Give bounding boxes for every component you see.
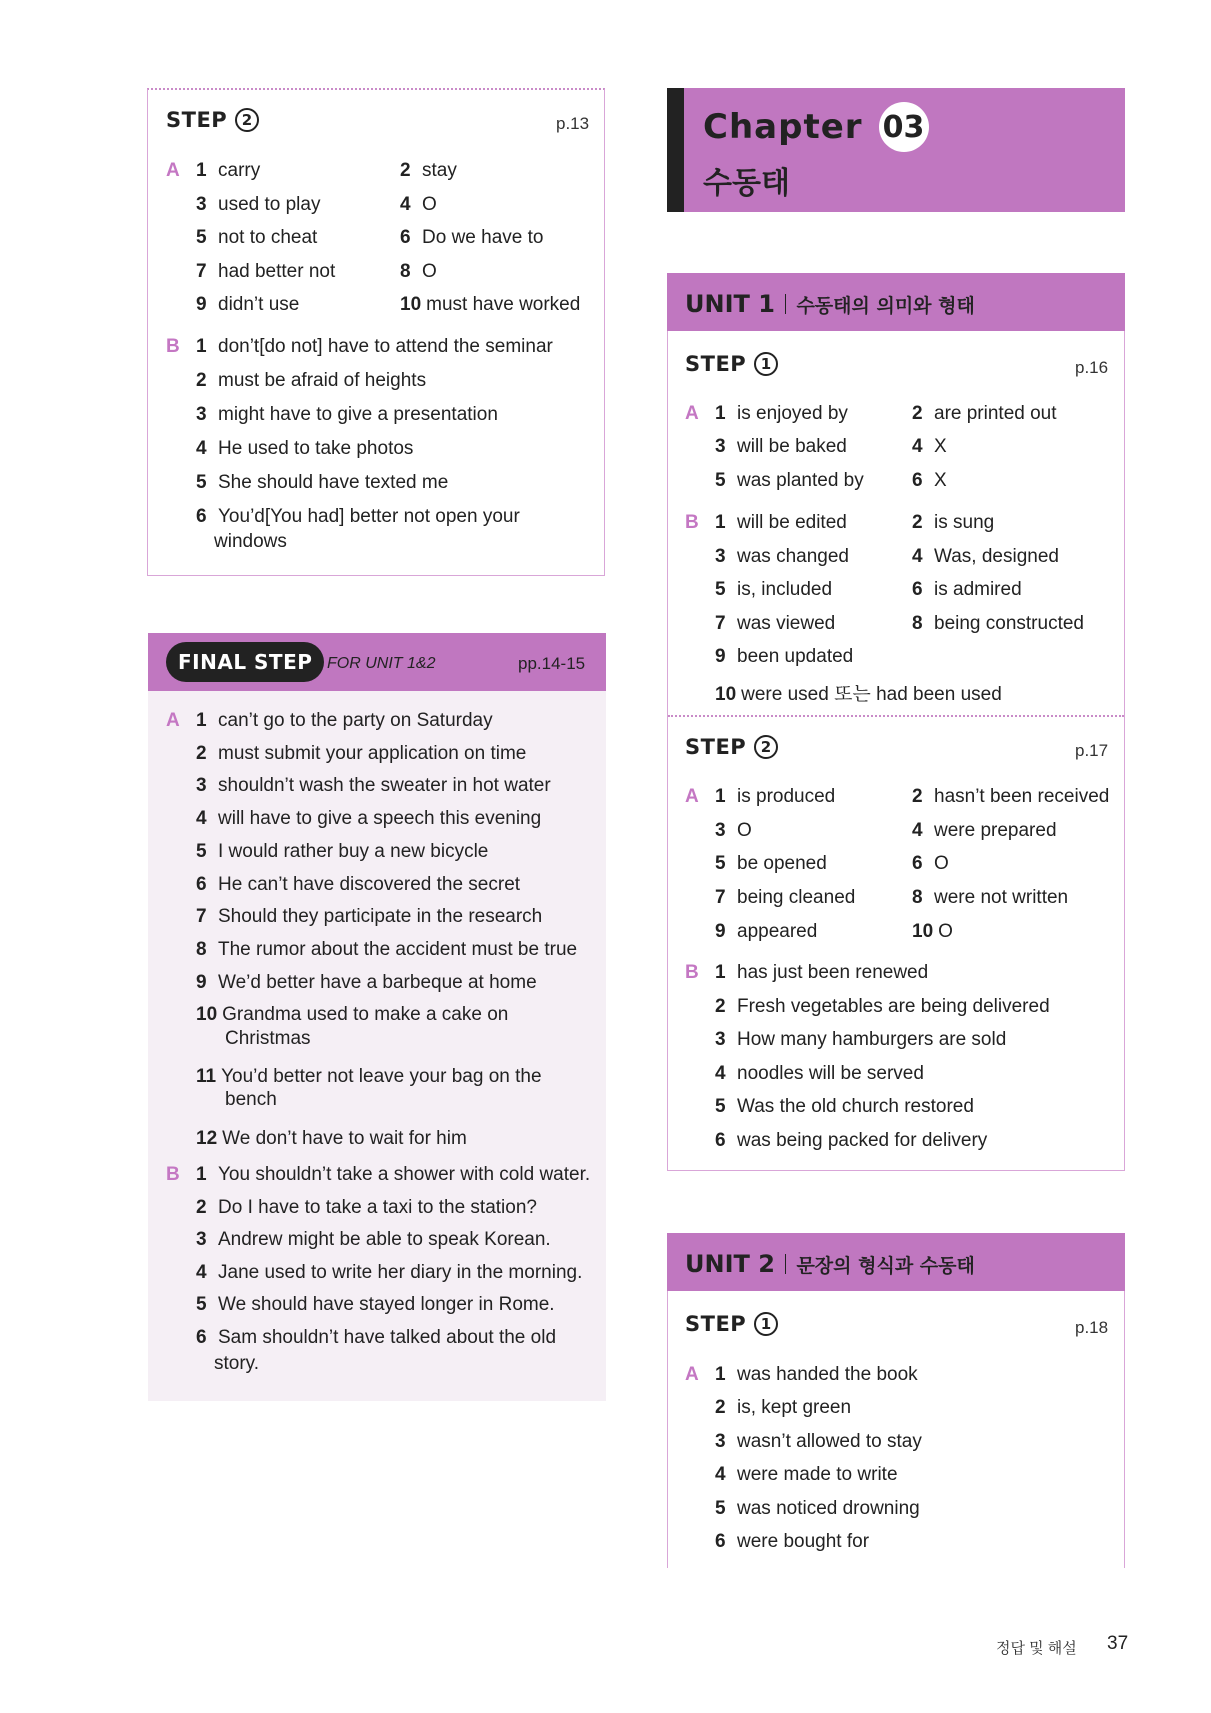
answer-row: 9 been updated — [715, 646, 854, 667]
answer-row: 8 being constructed — [912, 612, 1084, 634]
unit-topic: 수동태의 의미와 형태 — [796, 295, 975, 317]
answer-row: 8 were not written — [912, 887, 1069, 909]
unit2-step1-heading — [685, 1312, 778, 1336]
footer-section-label: 정답 및 해설 — [996, 1640, 1077, 1657]
page-ref: p.13 — [556, 114, 590, 133]
answer-row: 12 We don’t have to wait for him — [196, 1127, 467, 1149]
step-label: STEP — [685, 352, 747, 376]
answer-row: 5 was noticed drowning — [715, 1497, 920, 1519]
answer-row: 1 You shouldn’t take a shower with cold water. — [196, 1164, 591, 1185]
answer-row: 6 were bought for — [715, 1531, 870, 1552]
unit-label: UNIT 2 — [685, 1250, 775, 1278]
answer-row: 4 were made to write — [715, 1464, 898, 1486]
answer-row: 6 X — [912, 469, 947, 491]
answer-row: 9 appeared — [715, 920, 818, 942]
answer-row: 1 don’t[do not] have to attend the seminar — [196, 336, 553, 357]
step2-heading — [166, 108, 259, 132]
answer-row: 3 How many hamburgers are sold — [715, 1029, 1007, 1051]
answer-row: 10 Grandma used to make a cake on — [196, 1004, 509, 1026]
answer-row: 1 can’t go to the party on Saturday — [196, 710, 493, 731]
answer-row: 5 Was the old church restored — [715, 1096, 974, 1118]
answer-row: 2 hasn’t been received — [912, 786, 1110, 807]
unit1-step1-heading — [685, 352, 778, 376]
chapter-heading — [703, 102, 929, 152]
answer-row: 5 is, included — [715, 579, 833, 600]
answer-row: 5 We should have stayed longer in Rome. — [196, 1294, 555, 1315]
label-a: A — [685, 403, 699, 424]
answer-row: 7 had better not — [196, 260, 336, 282]
label-b: B — [685, 962, 699, 983]
answer-row: 5 I would rather buy a new bicycle — [196, 840, 489, 862]
answer-row: 2 Do I have to take a taxi to the station? — [196, 1196, 537, 1218]
unit-label: UNIT 1 — [685, 290, 775, 318]
answer-row: 4 He used to take photos — [196, 438, 414, 459]
answer-row: 1 will be edited — [715, 512, 847, 533]
answer-row: 3 Andrew might be able to speak Korean. — [196, 1229, 551, 1250]
answer-row: 2 is sung — [912, 512, 995, 533]
answer-row: 1 is produced — [715, 786, 836, 807]
answer-row: 4 Was, designed — [912, 545, 1059, 567]
answer-row: 6 You’d[You had] better not open your — [196, 506, 520, 527]
answer-row: 7 Should they participate in the research — [196, 906, 543, 928]
step-label: STEP — [166, 108, 228, 132]
step-label: STEP — [685, 735, 747, 759]
answer-row: 2 is, kept green — [715, 1397, 852, 1419]
answer-row: 6 is admired — [912, 579, 1022, 600]
answer-row: 6 O — [912, 853, 949, 875]
answer-row: 6 He can’t have discovered the secret — [196, 873, 521, 895]
answer-continuation: story. — [214, 1353, 260, 1374]
answer-row: 5 was planted by — [715, 469, 864, 491]
answer-row: 1 is enjoyed by — [715, 403, 848, 424]
final-step-badge: FINAL STEP — [166, 642, 324, 682]
answer-row: 5 She should have texted me — [196, 472, 449, 493]
label-b: B — [166, 1164, 180, 1185]
step-number: 1 — [754, 352, 778, 376]
answer-row: 4 X — [912, 436, 947, 458]
answer-continuation: windows — [214, 531, 287, 552]
answer-row: 6 Sam shouldn’t have talked about the old — [196, 1326, 557, 1348]
answer-row: 4 noodles will be served — [715, 1062, 924, 1084]
page-ref: p.16 — [1075, 358, 1109, 377]
step-number: 2 — [754, 735, 778, 759]
answer-row: 6 was being packed for delivery — [715, 1130, 988, 1151]
answer-row: 4 O — [400, 193, 437, 215]
answer-row: 8 The rumor about the accident must be true — [196, 938, 578, 960]
answer-row: 4 were prepared — [912, 819, 1057, 841]
unit2-title — [685, 1250, 975, 1278]
answer-row: 3 will be baked — [715, 436, 847, 458]
chapter-title: 수동태 — [703, 166, 790, 201]
answer-row: 10 were used 또는 had been used — [715, 684, 1002, 705]
answer-row: 7 was viewed — [715, 612, 836, 634]
answer-row: 3 shouldn’t wash the sweater in hot water — [196, 775, 551, 797]
answer-row: 4 Jane used to write her diary in the morning. — [196, 1261, 583, 1283]
answer-continuation: Christmas — [225, 1028, 311, 1049]
answer-row: 2 are printed out — [912, 403, 1057, 424]
answer-row: 11 You’d better not leave your bag on the — [196, 1066, 542, 1087]
answer-row: 9 didn’t use — [196, 294, 300, 315]
dotted-divider — [668, 715, 1124, 717]
step-number: 1 — [754, 1312, 778, 1336]
label-a: A — [166, 710, 180, 731]
answer-row: 3 wasn’t allowed to stay — [715, 1430, 922, 1452]
answer-continuation: bench — [225, 1089, 277, 1110]
label-a: A — [166, 160, 180, 181]
answer-row: 3 used to play — [196, 193, 321, 215]
label-b: B — [685, 512, 699, 533]
page-ref: pp.14-15 — [518, 654, 586, 673]
unit-topic: 문장의 형식과 수동태 — [796, 1255, 975, 1277]
answer-row: 1 carry — [196, 160, 261, 181]
final-step-subtitle: FOR UNIT 1&2 — [327, 655, 436, 672]
chapter-bar — [667, 88, 684, 212]
answer-row: 8 O — [400, 260, 437, 282]
chapter-number: 03 — [879, 102, 929, 152]
answer-row: 10 must have worked — [400, 294, 581, 315]
chapter-word: Chapter — [703, 107, 863, 147]
answer-row: 5 be opened — [715, 853, 827, 875]
answer-row: 2 stay — [400, 160, 457, 181]
step-number: 2 — [235, 108, 259, 132]
answer-row: 3 might have to give a presentation — [196, 404, 498, 425]
answer-row: 3 was changed — [715, 545, 849, 567]
label-a: A — [685, 1364, 699, 1385]
answer-row: 5 not to cheat — [196, 227, 318, 248]
page-ref: p.17 — [1075, 741, 1109, 760]
answer-row: 2 must submit your application on time — [196, 742, 527, 764]
answer-row: 2 must be afraid of heights — [196, 370, 427, 391]
unit1-title — [685, 290, 975, 318]
unit1-step2-heading — [685, 735, 778, 759]
step-label: STEP — [685, 1312, 747, 1336]
answer-row: 1 has just been renewed — [715, 962, 929, 983]
page-ref: p.18 — [1075, 1318, 1109, 1337]
footer-page-number: 37 — [1107, 1633, 1129, 1654]
answer-row: 1 was handed the book — [715, 1364, 918, 1385]
answer-row: 3 O — [715, 819, 752, 841]
answer-row: 7 being cleaned — [715, 887, 856, 909]
answer-row: 6 Do we have to — [400, 227, 544, 248]
answer-row: 4 will have to give a speech this evening — [196, 808, 542, 830]
answer-row: 2 Fresh vegetables are being delivered — [715, 995, 1050, 1017]
label-b: B — [166, 336, 180, 357]
label-a: A — [685, 786, 699, 807]
answer-row: 9 We’d better have a barbeque at home — [196, 971, 537, 993]
answer-row: 10 O — [912, 920, 953, 942]
